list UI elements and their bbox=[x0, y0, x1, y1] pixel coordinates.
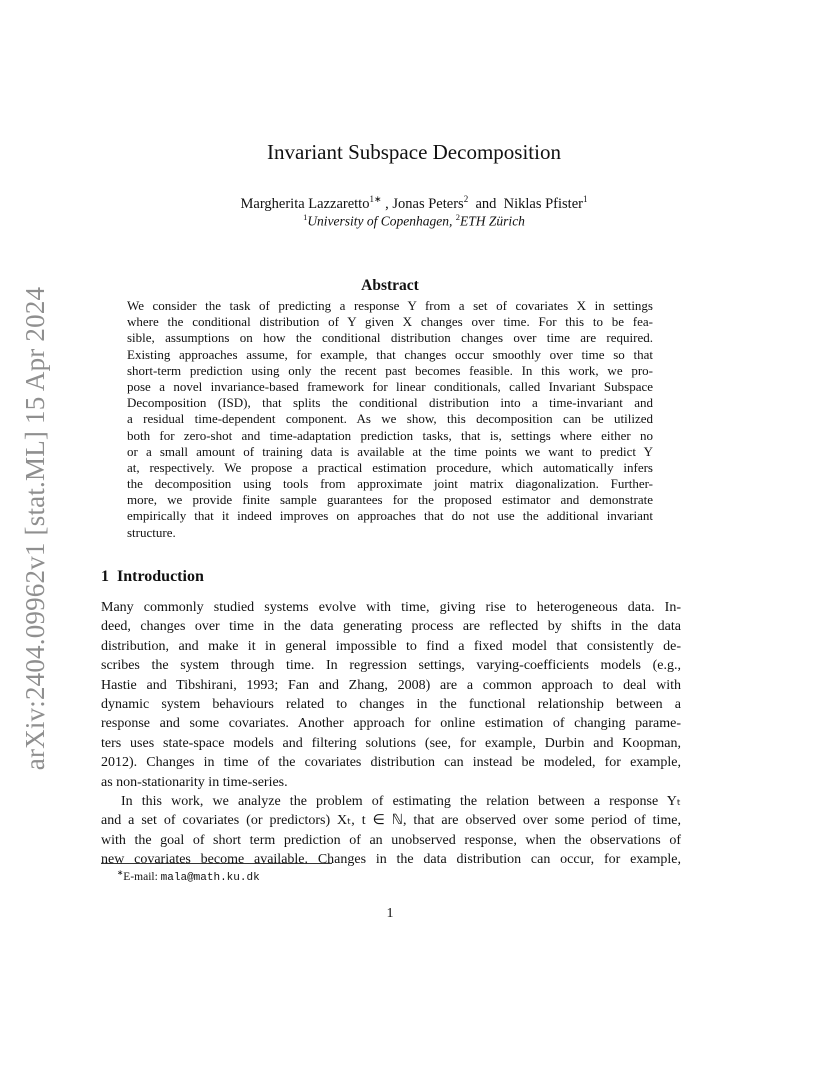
footnote-label: E-mail: bbox=[123, 870, 161, 883]
abstract-line: where the conditional distribution of Y given X changes over time. For this to be fea- bbox=[127, 314, 653, 330]
author-separator: and bbox=[468, 195, 504, 212]
arxiv-identifier-stamp bbox=[14, 278, 58, 778]
author-affiliation-mark: 2 bbox=[463, 194, 469, 204]
paragraph-line: deed, changes over time in the data generating process are reflected by shifts in the data bbox=[101, 619, 681, 635]
author-affiliation-mark: 1 bbox=[582, 194, 588, 204]
footnote bbox=[117, 868, 260, 884]
paragraph-line: scribes the system through time. In regression settings, varying-coefficients models (e.g., bbox=[101, 658, 681, 674]
paragraph-line: dynamic system behaviours related to changes in the functional relationship between a bbox=[101, 696, 681, 712]
abstract-line: or a small amount of training data is available at the time points we want to predict Y bbox=[127, 443, 653, 459]
author-affiliation-mark: 1∗ bbox=[369, 194, 382, 204]
paragraph-line: Many commonly studied systems evolve with time, giving rise to heterogeneous data. In- bbox=[101, 600, 681, 615]
paragraph-line: Hastie and Tibshirani, 1993; Fan and Zhang, 2008) are a common approach to deal with bbox=[101, 677, 681, 693]
abstract-line: the decomposition using tools from approximate joint matrix diagonalization. Further- bbox=[127, 476, 653, 492]
abstract-text bbox=[127, 298, 653, 541]
author-name: Jonas Peters bbox=[392, 195, 464, 212]
abstract-line: empirically that it indeed improves on approaches that do not use the additional invariant bbox=[127, 508, 653, 524]
abstract-line: structure. bbox=[127, 524, 176, 540]
affiliation-line bbox=[0, 212, 828, 230]
abstract-line: at, respectively. We propose a practical estimation procedure, which automatically infers bbox=[127, 459, 653, 475]
author-name: Margherita Lazzaretto bbox=[240, 195, 370, 212]
paragraph bbox=[101, 598, 681, 792]
author-name: Niklas Pfister bbox=[503, 195, 583, 212]
abstract-line: Decomposition (ISD), that splits the conditional distribution into a time-invariant and bbox=[127, 395, 653, 411]
paragraph-line: and a set of covariates (or predictors) Xₜ, t ∈ ℕ, that are observed over some period of time, bbox=[101, 813, 681, 829]
paragraph-line: new covariates become available. Changes in the data distribution can occur, for example, bbox=[101, 852, 681, 868]
author-list bbox=[0, 194, 828, 213]
footnote-divider bbox=[101, 863, 332, 864]
abstract-line: sible, assumptions on how the conditional distribution changes over time are required. bbox=[127, 330, 653, 346]
abstract-line: pose a novel invariance-based framework for linear conditionals, called Invariant Subspace bbox=[127, 378, 653, 394]
paragraph-line: ters uses state-space models and filtering solutions (see, for example, Durbin and Koopman, bbox=[101, 735, 681, 751]
paragraph-line: as non-stationarity in time-series. bbox=[101, 774, 288, 790]
abstract-line: a residual time-dependent component. As we show, this decomposition can be utilized bbox=[127, 411, 653, 427]
paragraph-line: In this work, we analyze the problem of estimating the relation between a response Yₜ bbox=[121, 793, 681, 809]
abstract-heading: Abstract bbox=[361, 277, 419, 294]
abstract-line: short-term prediction using only the recent past becomes feasible. In this work, we pro- bbox=[127, 362, 653, 378]
abstract-line: more, we provide finite sample guarantees for the proposed estimator and demonstrate bbox=[127, 492, 653, 508]
section-heading bbox=[101, 568, 204, 586]
paper-title: Invariant Subspace Decomposition bbox=[267, 140, 561, 164]
page-number: 1 bbox=[386, 906, 394, 921]
footnote-mark: ∗ bbox=[117, 868, 124, 877]
affiliation-name: University of Copenhagen, bbox=[307, 213, 456, 229]
affiliation-mark: 1 bbox=[303, 212, 308, 222]
abstract-line: both for zero-shot and time-adaptation prediction tasks, that is, settings where either no bbox=[127, 427, 653, 443]
paragraph-line: distribution, and make it in general impossible to find a fixed model that consistently de- bbox=[101, 638, 681, 654]
paragraph-line: response and some covariates. Another approach for online estimation of changing parame- bbox=[101, 716, 681, 732]
paragraph bbox=[101, 792, 681, 870]
section-number: 1 bbox=[101, 568, 109, 585]
section-title: Introduction bbox=[117, 568, 204, 585]
footnote-email: mala@math.ku.dk bbox=[160, 871, 260, 884]
affiliation-name: ETH Zürich bbox=[460, 213, 525, 229]
arxiv-identifier-text: arXiv:2404.09962v1 [stat.ML] 15 Apr 2024 bbox=[20, 286, 51, 770]
paragraph-line: with the goal of short term prediction of an unobserved response, when the observations of bbox=[101, 832, 681, 848]
paragraph-line: 2012). Changes in time of the covariates distribution can instead be modeled, for example, bbox=[101, 755, 681, 771]
author-separator: , bbox=[381, 195, 393, 212]
abstract-line: Existing approaches assume, for example, that changes occur smoothly over time so that bbox=[127, 346, 653, 362]
abstract-line: We consider the task of predicting a response Y from a set of covariates X in settings bbox=[127, 298, 653, 313]
affiliation-mark: 2 bbox=[455, 212, 461, 222]
introduction-text bbox=[101, 598, 681, 869]
